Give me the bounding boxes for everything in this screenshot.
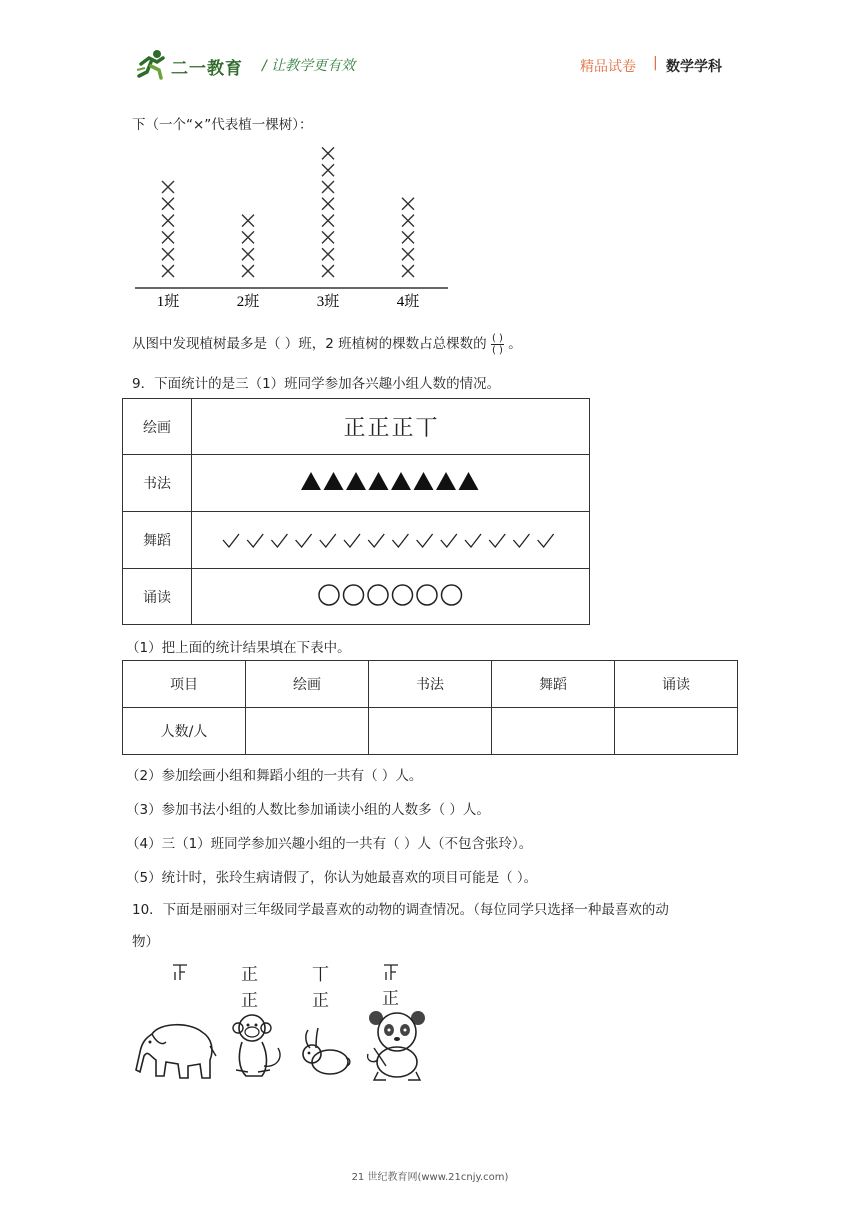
checkmark-icon: [537, 534, 553, 547]
answer-cell[interactable]: [492, 708, 615, 755]
table-row: [123, 708, 738, 755]
cross-mark: [242, 215, 254, 227]
painting-tally: [192, 399, 590, 455]
triangle-icon: [436, 472, 456, 490]
panda-icon: [364, 1008, 432, 1082]
header-cell: 舞蹈: [492, 661, 615, 708]
q9-tally-table: [122, 398, 590, 625]
table-header-row: [123, 661, 738, 708]
q10-title-line2: 物）: [132, 934, 159, 950]
elephant-icon: [130, 1016, 220, 1084]
circle-icon: [368, 585, 388, 605]
class-label: 2班: [236, 294, 260, 310]
triangle-icon: [458, 472, 478, 490]
triangle-icon: [346, 472, 366, 490]
cross-mark: [402, 215, 414, 227]
cross-mark: [162, 215, 174, 227]
class-label: 4班: [396, 294, 420, 310]
q8-tree-chart: [130, 140, 460, 315]
cross-mark: [322, 231, 334, 243]
row-label: 绘画: [123, 399, 192, 455]
q10-title-line1: 10．下面是丽丽对三年级同学最喜欢的动物的调查情况。（每位同学只选择一种最喜欢的动: [132, 902, 669, 918]
row-label: 人数/人: [123, 708, 246, 755]
q9-fill-table: [122, 660, 738, 755]
class-label: 3班: [316, 294, 340, 310]
tally-row: 正: [241, 965, 258, 985]
checkmark-icon: [465, 534, 481, 547]
checkmark-icon: [247, 534, 263, 547]
checkmark-icon: [223, 534, 239, 547]
q8-question: [132, 332, 522, 356]
brand-label: 精品试卷: [580, 59, 636, 75]
elephant-tally: [171, 962, 189, 987]
cross-mark: [322, 164, 334, 176]
fraction-blank: [491, 333, 504, 356]
fraction-denominator: ( ): [491, 344, 503, 356]
cross-mark: [402, 198, 414, 210]
rabbit-icon: [294, 1026, 354, 1078]
q9-sub2: （2）参加绘画小组和舞蹈小组的一共有（ ）人。: [126, 768, 423, 784]
circle-icon: [392, 585, 412, 605]
checkmark-icon: [416, 534, 432, 547]
cross-mark: [242, 231, 254, 243]
tally-row: 正: [241, 991, 258, 1011]
circle-icon: [343, 585, 363, 605]
cross-mark: [402, 248, 414, 260]
triangle-icon: [391, 472, 411, 490]
circle-icon: [319, 585, 339, 605]
header-cell: 书法: [369, 661, 492, 708]
row-label: 舞蹈: [123, 512, 192, 569]
checkmark-icon: [513, 534, 529, 547]
cross-mark: [322, 181, 334, 193]
table-row: [123, 569, 590, 625]
cross-marks: [162, 147, 414, 277]
row-label: 诵读: [123, 569, 192, 625]
monkey-icon: [228, 1010, 290, 1082]
cross-mark: [162, 231, 174, 243]
cross-mark: [322, 248, 334, 260]
tally-row: 丅: [312, 965, 329, 985]
checkmark-icon: [392, 534, 408, 547]
tally-mark-icon: [382, 962, 400, 982]
answer-cell[interactable]: [615, 708, 738, 755]
checkmark-icon: [271, 534, 287, 547]
checkmark-icon: [319, 534, 335, 547]
class-label: 1班: [156, 294, 180, 310]
circle-icon: [417, 585, 437, 605]
calligraphy-symbols: [192, 455, 590, 512]
logo-text: 二一教育: [171, 59, 243, 79]
runner-logo-icon: [135, 48, 169, 80]
checkmark-icons: [221, 532, 561, 552]
cross-mark: [402, 231, 414, 243]
cross-mark: [402, 265, 414, 277]
table-row: [123, 399, 590, 455]
q9-sub4: （4）三（1）班同学参加兴趣小组的一共有（ ）人（不包含张玲）。: [126, 836, 533, 852]
rabbit-tally: [312, 962, 329, 1014]
q9-sub3: （3）参加书法小组的人数比参加诵读小组的人数多（ ）人。: [126, 802, 490, 818]
table-row: [123, 512, 590, 569]
cross-mark: [322, 147, 334, 159]
tally-marks: 正正正: [343, 416, 416, 441]
triangle-icon: [368, 472, 388, 490]
answer-cell[interactable]: [246, 708, 369, 755]
panda-tally: [382, 962, 400, 1012]
checkmark-icon: [295, 534, 311, 547]
tally-row: 正: [382, 989, 399, 1009]
triangle-icon: [301, 472, 321, 490]
answer-cell[interactable]: [369, 708, 492, 755]
header-cell: 绘画: [246, 661, 369, 708]
checkmark-icon: [368, 534, 384, 547]
cross-mark: [322, 198, 334, 210]
tally-partial: 丅: [415, 416, 438, 441]
dance-symbols: [192, 512, 590, 569]
header-cell: 项目: [123, 661, 246, 708]
recitation-symbols: [192, 569, 590, 625]
cross-mark: [162, 198, 174, 210]
logo: [135, 48, 245, 80]
cross-mark: [162, 265, 174, 277]
q9-sub5: （5）统计时，张玲生病请假了，你认为她最喜欢的项目可能是（ ）。: [126, 870, 538, 886]
cross-mark: [242, 265, 254, 277]
slogan: / 让教学更有效: [262, 58, 356, 74]
cross-mark: [242, 248, 254, 260]
monkey-tally: [241, 962, 258, 1014]
q8-intro: 下（一个“×”代表植一棵树）：: [132, 117, 313, 133]
subject-label: 数学学科: [666, 59, 722, 75]
q9-title: 9．下面统计的是三（1）班同学参加各兴趣小组人数的情况。: [132, 376, 501, 392]
cross-mark: [162, 248, 174, 260]
triangle-icons: [299, 470, 483, 492]
q8-question-text: 从图中发现植树最多是（ ）班，2 班植树的棵数占总棵数的: [132, 336, 487, 352]
fraction-numerator: ( ): [491, 332, 503, 344]
cross-mark: [322, 215, 334, 227]
tally-row: 正: [312, 991, 329, 1011]
table-row: [123, 455, 590, 512]
checkmark-icon: [440, 534, 456, 547]
row-label: 书法: [123, 455, 192, 512]
q9-sub1: （1）把上面的统计结果填在下表中。: [126, 640, 351, 656]
checkmark-icon: [489, 534, 505, 547]
circle-icons: [317, 583, 465, 607]
cross-mark: [162, 181, 174, 193]
q8-question-end: 。: [508, 336, 522, 352]
triangle-icon: [413, 472, 433, 490]
tally-mark-icon: [171, 962, 189, 982]
header-separator: |: [653, 55, 658, 71]
cross-mark: [322, 265, 334, 277]
checkmark-icon: [344, 534, 360, 547]
circle-icon: [441, 585, 461, 605]
footer-credit: 21 世纪教育网(www.21cnjy.com): [351, 1172, 509, 1183]
triangle-icon: [323, 472, 343, 490]
header-cell: 诵读: [615, 661, 738, 708]
